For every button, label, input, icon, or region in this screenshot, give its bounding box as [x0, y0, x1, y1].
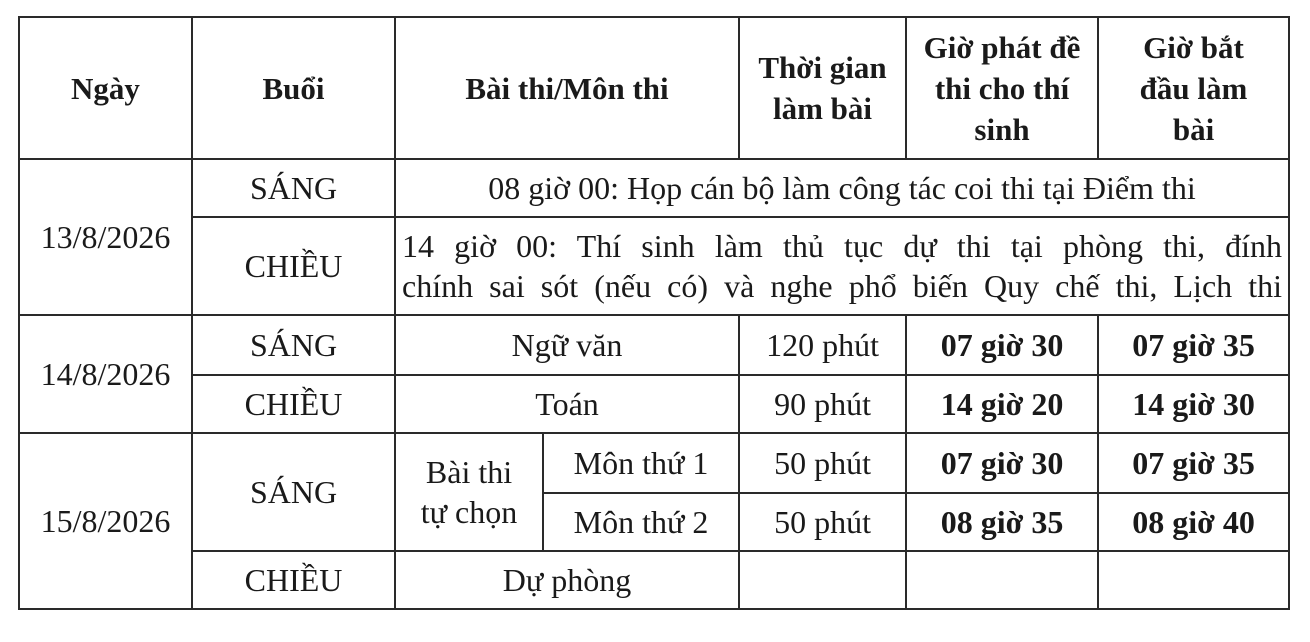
- subject-cell: Môn thứ 2: [543, 493, 739, 551]
- subject-cell: Môn thứ 1: [543, 433, 739, 493]
- start-time-cell: 14 giờ 30: [1098, 375, 1289, 433]
- date-cell: 13/8/2026: [19, 159, 192, 315]
- release-time-cell: [906, 551, 1098, 609]
- table-row: [19, 217, 1289, 315]
- header-release-time: Giờ phát đề thi cho thí sinh: [906, 17, 1098, 159]
- start-time-cell: 07 giờ 35: [1098, 433, 1289, 493]
- header-subject: Bài thi/Môn thi: [395, 17, 739, 159]
- subject-cell: Ngữ văn: [395, 315, 739, 375]
- exam-schedule-document: [18, 16, 1288, 610]
- release-time-cell: 07 giờ 30: [906, 315, 1098, 375]
- session-cell: SÁNG: [192, 159, 395, 217]
- start-time-cell: 08 giờ 40: [1098, 493, 1289, 551]
- elective-group-line-2: tự chọn: [420, 494, 518, 530]
- header-date: Ngày: [19, 17, 192, 159]
- subject-cell: Dự phòng: [395, 551, 739, 609]
- duration-cell: 50 phút: [739, 433, 906, 493]
- date-cell: 15/8/2026: [19, 433, 192, 609]
- elective-group-line-1: Bài thi: [425, 454, 513, 490]
- duration-cell: 120 phút: [739, 315, 906, 375]
- table-row: [19, 551, 1289, 609]
- session-cell: CHIỀU: [192, 217, 395, 315]
- header-duration: Thời gian làm bài: [739, 17, 906, 159]
- table-row: [19, 159, 1289, 217]
- header-start-time: Giờ bắt đầu làm bài: [1098, 17, 1289, 159]
- release-time-cell: 08 giờ 35: [906, 493, 1098, 551]
- table-row: [19, 433, 1289, 493]
- duration-cell: 50 phút: [739, 493, 906, 551]
- release-time-cell: 14 giờ 20: [906, 375, 1098, 433]
- table-row: [19, 375, 1289, 433]
- release-time-cell: 07 giờ 30: [906, 433, 1098, 493]
- header-row: [19, 17, 1289, 159]
- start-time-cell: [1098, 551, 1289, 609]
- duration-cell: 90 phút: [739, 375, 906, 433]
- header-session: Buổi: [192, 17, 395, 159]
- elective-group-cell: [395, 433, 543, 551]
- note-cell: 08 giờ 00: Họp cán bộ làm công tác coi thi tại Điểm thi: [395, 159, 1289, 217]
- subject-cell: Toán: [395, 375, 739, 433]
- note-line-1: 14 giờ 00: Thí sinh làm thủ tục dự thi tại phòng thi, đính: [402, 228, 1283, 264]
- table-row: [19, 315, 1289, 375]
- session-cell: CHIỀU: [192, 375, 395, 433]
- duration-cell: [739, 551, 906, 609]
- note-cell: [395, 217, 1289, 315]
- exam-schedule-table: [18, 16, 1290, 610]
- session-cell: CHIỀU: [192, 551, 395, 609]
- session-cell: SÁNG: [192, 433, 395, 551]
- date-cell: 14/8/2026: [19, 315, 192, 433]
- session-cell: SÁNG: [192, 315, 395, 375]
- start-time-cell: 07 giờ 35: [1098, 315, 1289, 375]
- note-line-2: chính sai sót (nếu có) và nghe phổ biến Quy chế thi, Lịch thi: [402, 268, 1283, 304]
